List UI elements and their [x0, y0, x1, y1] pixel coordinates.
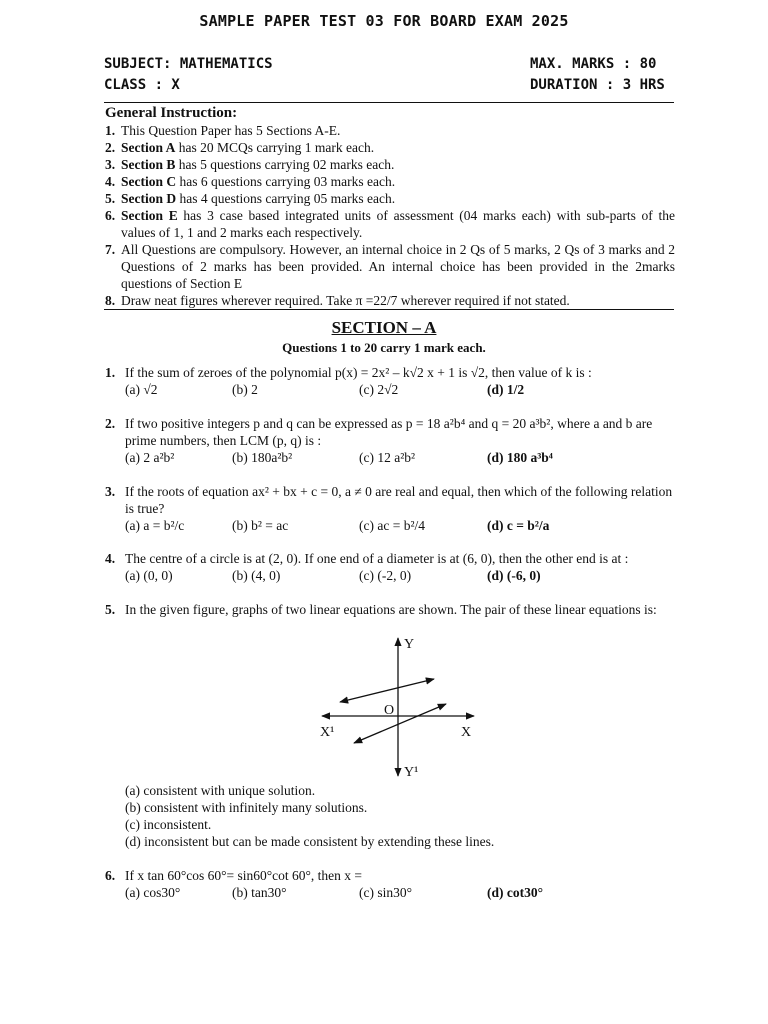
question-number: 6.: [105, 868, 116, 883]
instruction-text: has 20 MCQs carrying 1 mark each.: [175, 140, 375, 155]
option-d: (d) 180 a³b⁴: [487, 450, 553, 465]
option-a: (a) 2 a²b²: [125, 450, 175, 465]
instruction-section-name: Section B: [121, 157, 176, 172]
instruction-section-name: Section E: [121, 208, 178, 223]
instruction-number: 3.: [105, 157, 116, 172]
instruction-item: [105, 292, 675, 309]
question-text: If the sum of zeroes of the polynomial p(x) = 2x² – k√2 x + 1 is √2, then value of k is :: [125, 365, 592, 380]
question-1: [105, 364, 675, 398]
instruction-item: [105, 207, 675, 241]
instruction-number: 5.: [105, 191, 116, 206]
instructions-heading: General Instruction:: [105, 105, 238, 121]
question-number: 1.: [105, 365, 116, 380]
question-number: 4.: [105, 551, 116, 566]
question-number: 3.: [105, 484, 116, 499]
instruction-number: 4.: [105, 174, 116, 189]
instruction-text: Draw neat figures wherever required. Take π =22/7 wherever required if not stated.: [121, 293, 570, 308]
instruction-number: 8.: [105, 293, 116, 308]
option-a: (a) cos30°: [125, 885, 181, 900]
instruction-section-name: Section C: [121, 174, 177, 189]
instruction-number: 6.: [105, 208, 116, 223]
instruction-item: [105, 241, 675, 292]
option-c: (c) sin30°: [359, 885, 413, 900]
option-b: (b) 2: [232, 382, 258, 397]
option-d: (d) inconsistent but can be made consistent by extending these lines.: [125, 834, 495, 849]
option-b: (b) 180a²b²: [232, 450, 293, 465]
options-row: [105, 517, 675, 534]
section-subtitle: Questions 1 to 20 carry 1 mark each.: [282, 340, 486, 355]
question-6: [105, 867, 675, 901]
instruction-item: [105, 190, 675, 207]
option-b: (b) (4, 0): [232, 568, 281, 583]
instruction-text: has 6 questions carrying 03 marks each.: [176, 174, 396, 189]
instruction-text: has 3 case based integrated units of assessment (04 marks each) with sub-parts of the values of 1, 1 and 2 marks each respectively.: [121, 208, 675, 240]
option-c: (c) (-2, 0): [359, 568, 412, 583]
instruction-item: [105, 173, 675, 190]
option-d: (d) c = b²/a: [487, 518, 550, 533]
option-d: (d) (-6, 0): [487, 568, 541, 583]
question-text: If two positive integers p and q can be expressed as p = 18 a²b⁴ and q = 20 a³b², where a and b are prime numbers, then LCM (p, q) is :: [125, 416, 653, 448]
instruction-number: 2.: [105, 140, 116, 155]
question-text: If the roots of equation ax² + bx + c = 0, a ≠ 0 are real and equal, then which of the following relation is true?: [125, 484, 673, 516]
line-upper: [340, 679, 434, 702]
instructions-divider: [104, 309, 674, 310]
option-b: (b) tan30°: [232, 885, 287, 900]
max-marks-label: MAX. MARKS : 80: [530, 56, 657, 72]
option-c: (c) 2√2: [359, 382, 399, 397]
instructions-list: [105, 122, 675, 309]
instruction-text: has 4 questions carrying 05 marks each.: [176, 191, 396, 206]
option-b: (b) consistent with infinitely many solutions.: [125, 800, 368, 815]
class-label: CLASS : X: [104, 77, 180, 93]
question-number: 5.: [105, 602, 116, 617]
option-a: (a) consistent with unique solution.: [125, 783, 316, 798]
options-row: [105, 884, 675, 901]
question-text: If x tan 60°cos 60°= sin60°cot 60°, then x =: [125, 868, 363, 883]
subject-label: SUBJECT: MATHEMATICS: [104, 56, 273, 72]
duration-label: DURATION : 3 HRS: [530, 77, 665, 93]
option-d: (d) cot30°: [487, 885, 544, 900]
line-lower: [354, 704, 446, 743]
option-a: (a) a = b²/c: [125, 518, 185, 533]
question-4: [105, 550, 675, 584]
question-2: [105, 415, 675, 466]
section-title: SECTION – A: [331, 318, 437, 337]
instruction-text: has 5 questions carrying 02 marks each.: [175, 157, 395, 172]
option-d: (d) 1/2: [487, 382, 525, 397]
label-y: Y: [404, 637, 415, 652]
question-5: [105, 601, 675, 618]
option-c: (c) ac = b²/4: [359, 518, 426, 533]
label-x-prime: X¹: [320, 725, 335, 740]
label-origin: O: [384, 703, 395, 718]
instruction-text: All Questions are compulsory. However, an internal choice in 2 Qs of 5 marks, 2 Qs of 3 marks and 2 Questions of 2 marks has been provided. An internal choice has been provided in the 2marks questions of Section E: [121, 242, 675, 291]
label-y-prime: Y¹: [404, 765, 419, 780]
question-5-options: [105, 782, 675, 850]
option-b: (b) b² = ac: [232, 518, 289, 533]
options-row: [105, 567, 675, 584]
instruction-text: This Question Paper has 5 Sections A-E.: [121, 123, 341, 138]
option-c: (c) 12 a²b²: [359, 450, 416, 465]
instruction-item: [105, 139, 675, 156]
option-c: (c) inconsistent.: [125, 817, 212, 832]
instruction-item: [105, 156, 675, 173]
question-3: [105, 483, 675, 534]
option-a: (a) √2: [125, 382, 158, 397]
label-x: X: [461, 725, 472, 740]
question-number: 2.: [105, 416, 116, 431]
paper-title: SAMPLE PAPER TEST 03 FOR BOARD EXAM 2025: [199, 12, 569, 30]
instruction-number: 1.: [105, 123, 116, 138]
header-divider: [104, 102, 674, 103]
instruction-section-name: Section D: [121, 191, 177, 206]
options-row: [105, 449, 675, 466]
instruction-number: 7.: [105, 242, 116, 257]
instruction-item: [105, 122, 675, 139]
options-row: [105, 381, 675, 398]
option-a: (a) (0, 0): [125, 568, 173, 583]
question-text: The centre of a circle is at (2, 0). If one end of a diameter is at (6, 0), then the other end is at :: [125, 551, 629, 566]
instruction-section-name: Section A: [121, 140, 176, 155]
question-text: In the given figure, graphs of two linear equations are shown. The pair of these linear equations is:: [125, 602, 657, 617]
linear-equations-figure: [310, 632, 480, 782]
